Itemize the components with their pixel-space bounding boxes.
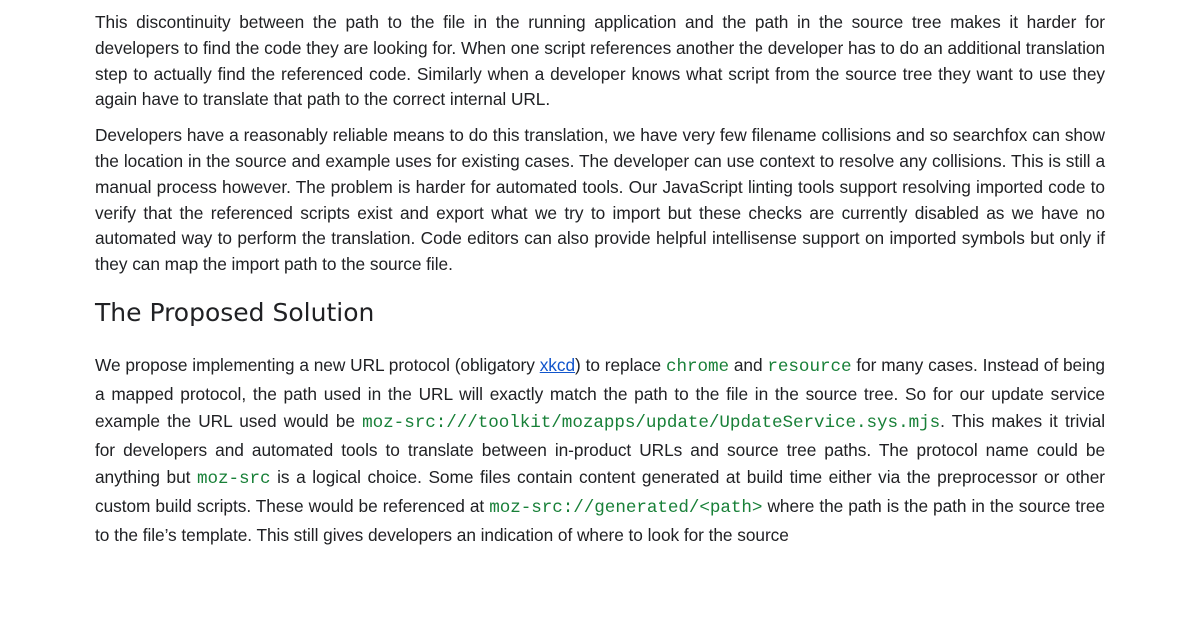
text-run: is a logical choice. Some files contain content generated at build time either via the preprocessor or other custom build scripts. These would be referenced at <box>95 466 1105 516</box>
text-run: We propose implementing a new URL protocol (obligatory <box>95 354 540 375</box>
section-heading: The Proposed Solution <box>95 297 375 327</box>
code-moz-src: moz-src <box>196 468 271 489</box>
code-chrome: chrome <box>665 356 730 377</box>
clipped-previous-line <box>95 0 1105 6</box>
code-update-service-url: moz-src:///toolkit/mozapps/update/UpdateService.sys.mjs <box>362 412 941 433</box>
paragraph-discontinuity: This discontinuity between the path to the file in the running application and the path in the source tree makes it harder for developers to find the code they are looking for. When one script references another the developer has to do an additional translation step to actually find the referenced code. Similarly when a developer knows what script from the source tree they want to use they again have to translate that path to the correct internal URL. <box>95 12 1105 110</box>
code-generated-path: moz-src://generated/<path> <box>489 497 763 518</box>
paragraph-proposal <box>95 352 1105 549</box>
xkcd-link[interactable]: xkcd <box>539 354 576 375</box>
text-run: for many cases. Instead of being a mapped protocol, the path used in the URL will exactly match the path to the file in the source tree. So for our update service example the URL used would be <box>95 354 1105 431</box>
text-run: ) to replace <box>575 354 666 375</box>
text-run: and <box>729 354 768 375</box>
document-body <box>95 0 1105 559</box>
paragraph-translation: Developers have a reasonably reliable means to do this translation, we have very few filename collisions and so searchfox can show the location in the source and example uses for existing cases. The developer can use context to resolve any collisions. This is still a manual process however. The problem is harder for automated tools. Our JavaScript linting tools support resolving imported code to verify that the referenced scripts exist and export what we try to import but these checks are currently disabled as we have no automated way to perform the translation. Code editors can also provide helpful intellisense support on imported symbols but only if they can map the import path to the source file. <box>95 125 1105 275</box>
text-run: where the path is the path in the source tree to the file’s template. This still gives developers an indication of where to look for the source <box>95 495 1105 545</box>
text-run: . This makes it trivial for developers and automated tools to translate between in-product URLs and source tree paths. The protocol name could be anything but <box>95 410 1105 487</box>
code-resource: resource <box>767 356 852 377</box>
